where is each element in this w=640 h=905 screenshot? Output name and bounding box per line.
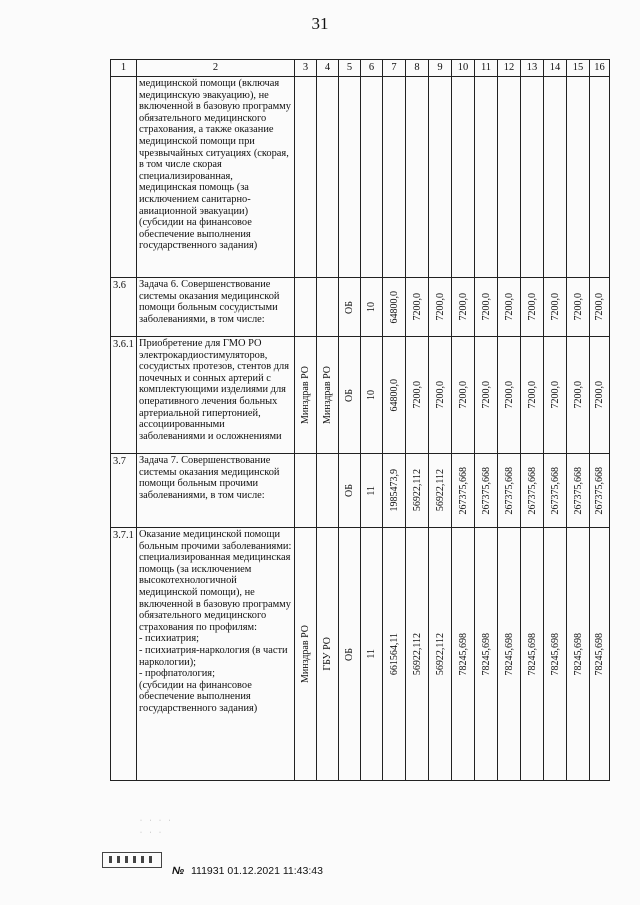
row-description: Задача 7. Совершенствование системы оказания медицинской помощи больным прочими заболеваниями, в том числе: [137, 454, 295, 528]
budget-source-cell [339, 278, 361, 337]
responsible-cell [295, 77, 317, 278]
value-cell [567, 454, 590, 528]
column-header: 6 [361, 60, 383, 77]
code-cell-text: 10 [366, 302, 377, 312]
value-cell [590, 337, 610, 454]
value-cell-text: 78245,698 [594, 632, 605, 676]
value-cell-text: 56922,112 [411, 469, 423, 512]
column-header: 4 [317, 60, 339, 77]
value-cell [406, 528, 429, 781]
value-cell-text: 7200,0 [457, 381, 469, 409]
value-cell-text: 7200,0 [434, 381, 446, 409]
value-cell-text: 78245,698 [572, 632, 584, 676]
column-header: 12 [498, 60, 521, 77]
value-cell [544, 77, 567, 278]
value-cell [383, 454, 406, 528]
value-cell-text: 267375,668 [594, 466, 605, 515]
column-header: 15 [567, 60, 590, 77]
value-cell [406, 337, 429, 454]
table-row [111, 528, 610, 781]
value-cell [521, 528, 544, 781]
value-cell-text: 267375,668 [480, 466, 492, 515]
responsible-cell [295, 528, 317, 781]
value-cell [498, 337, 521, 454]
responsible-cell [295, 337, 317, 454]
column-header: 2 [137, 60, 295, 77]
row-number: 3.6.1 [111, 337, 137, 454]
column-header: 13 [521, 60, 544, 77]
value-cell-text: 56922,112 [434, 632, 446, 676]
value-cell [521, 454, 544, 528]
value-cell [544, 528, 567, 781]
column-header: 5 [339, 60, 361, 77]
code-cell-text: 11 [366, 649, 377, 659]
value-cell-text: 56922,112 [434, 469, 446, 512]
value-cell-text: 7200,0 [549, 381, 561, 409]
value-cell [452, 454, 475, 528]
program-table [110, 59, 610, 781]
value-cell-text: 78245,698 [457, 632, 469, 676]
value-cell-text: 78245,698 [549, 632, 561, 676]
document-number: 111931 [190, 865, 225, 877]
value-cell [475, 278, 498, 337]
value-cell [429, 454, 452, 528]
value-cell [475, 337, 498, 454]
value-cell-text: 7200,0 [572, 293, 584, 321]
value-cell-text: 7200,0 [480, 381, 492, 409]
value-cell-text: 7200,0 [526, 381, 538, 409]
executor-cell [317, 454, 339, 528]
responsible-cell [295, 454, 317, 528]
budget-source-cell [339, 454, 361, 528]
code-cell [361, 528, 383, 781]
row-number: 3.7.1 [111, 528, 137, 781]
document-datetime: 01.12.2021 11:43:43 [227, 865, 323, 877]
value-cell-text: 7200,0 [411, 381, 423, 409]
value-cell [406, 454, 429, 528]
row-description: Приобретение для ГМО РО электрокардиостимуляторов, сосудистых протезов, стентов для почечных и сонных артерий с комплектующими изделиями для оперативного лечения больных артериальной гипертонией, ассоциированными заболеваниями и осложнениями [137, 337, 295, 454]
value-cell [590, 454, 610, 528]
table-row [111, 77, 610, 278]
table-row [111, 337, 610, 454]
value-cell [544, 278, 567, 337]
executor-cell-text: ГБУ РО [322, 637, 333, 671]
column-header: 3 [295, 60, 317, 77]
value-cell [429, 77, 452, 278]
budget-source-cell [339, 77, 361, 278]
row-description: Задача 6. Совершенствование системы оказания медицинской помощи больным сосудистыми заболеваниями, в том числе: [137, 278, 295, 337]
value-cell [475, 77, 498, 278]
value-cell-text: 267375,668 [457, 466, 469, 515]
value-cell-text: 1985473,9 [388, 469, 400, 512]
value-cell-text: 7200,0 [594, 381, 605, 409]
value-cell-text: 64800,0 [388, 290, 400, 324]
budget-source-cell-text: ОБ [344, 484, 355, 497]
row-description: медицинской помощи (включая медицинскую эвакуацию), не включенной в базовую программу обязательного медицинского страхования, а также оказание медицинской помощи при чрезвычайных ситуациях (скорая, в том числе скорая специализированная, медицинская помощь (за исключением санитарно-авиационной эвакуации) (субсидии на финансовое обеспечение выполнения государственного задания) [137, 77, 295, 278]
row-number: 3.7 [111, 454, 137, 528]
value-cell-text: 7200,0 [594, 293, 605, 321]
column-header: 9 [429, 60, 452, 77]
executor-cell [317, 337, 339, 454]
code-cell [361, 454, 383, 528]
value-cell [498, 528, 521, 781]
value-cell-text: 7200,0 [503, 381, 515, 409]
value-cell [544, 454, 567, 528]
value-cell-text: 7200,0 [434, 293, 446, 321]
value-cell [406, 278, 429, 337]
value-cell [521, 337, 544, 454]
column-header: 8 [406, 60, 429, 77]
table-row [111, 454, 610, 528]
budget-source-cell-text: ОБ [344, 300, 355, 314]
value-cell [383, 77, 406, 278]
executor-cell-text: Минздрав РО [322, 365, 333, 425]
column-header: 14 [544, 60, 567, 77]
value-cell-text: 7200,0 [549, 293, 561, 321]
value-cell-text: 7200,0 [411, 293, 423, 321]
value-cell [567, 278, 590, 337]
responsible-cell [295, 278, 317, 337]
value-cell-text: 7200,0 [480, 293, 492, 321]
row-description: Оказание медицинской помощи больным прочими заболеваниями: специализированная медицинская помощь (за исключением высокотехнологичной медицинской помощи), не включенной в базовую программу обязательного медицинского страхования по профилям: - психиатрия; - психиатрия-наркология (в части наркологии); - профпатология; (субсидии на финансовое обеспечение выполнения государственного задания) [137, 528, 295, 781]
value-cell [452, 77, 475, 278]
page-number: 31 [311, 14, 329, 33]
value-cell-text: 56922,112 [411, 632, 423, 676]
executor-cell [317, 278, 339, 337]
document-mark: № [172, 865, 185, 877]
value-cell [429, 528, 452, 781]
responsible-cell-text: Минздрав РО [300, 365, 311, 425]
header-row [111, 60, 610, 77]
column-header: 16 [590, 60, 610, 77]
value-cell [590, 528, 610, 781]
value-cell-text: 267375,668 [503, 466, 515, 515]
row-number [111, 77, 137, 278]
executor-cell [317, 528, 339, 781]
value-cell [567, 337, 590, 454]
column-header: 11 [475, 60, 498, 77]
value-cell [383, 278, 406, 337]
value-cell [521, 278, 544, 337]
value-cell [452, 278, 475, 337]
code-cell [361, 337, 383, 454]
table-row [111, 278, 610, 337]
budget-source-cell-text: ОБ [344, 647, 355, 661]
value-cell-text: 7200,0 [572, 381, 584, 409]
value-cell [452, 528, 475, 781]
value-cell-text: 7200,0 [503, 293, 515, 321]
value-cell [567, 77, 590, 278]
value-cell-text: 267375,668 [549, 466, 561, 515]
budget-source-cell [339, 337, 361, 454]
code-cell [361, 77, 383, 278]
responsible-cell-text: Минздрав РО [300, 624, 311, 684]
value-cell-text: 78245,698 [503, 632, 515, 676]
value-cell [590, 77, 610, 278]
value-cell [544, 337, 567, 454]
executor-cell [317, 77, 339, 278]
value-cell [498, 77, 521, 278]
value-cell [498, 278, 521, 337]
value-cell-text: 78245,698 [526, 632, 538, 676]
budget-source-cell [339, 528, 361, 781]
value-cell [383, 337, 406, 454]
value-cell-text: 7200,0 [457, 293, 469, 321]
value-cell [429, 278, 452, 337]
document-footer [172, 865, 323, 877]
scan-noise: · · · [140, 830, 164, 836]
code-cell-text: 10 [366, 390, 377, 400]
value-cell-text: 78245,698 [480, 632, 492, 676]
value-cell [567, 528, 590, 781]
column-header: 10 [452, 60, 475, 77]
value-cell-text: 267375,668 [572, 466, 584, 515]
row-number: 3.6 [111, 278, 137, 337]
value-cell [475, 454, 498, 528]
scan-noise: · · · · [140, 818, 174, 824]
value-cell [429, 337, 452, 454]
value-cell [406, 77, 429, 278]
value-cell [475, 528, 498, 781]
code-cell [361, 278, 383, 337]
column-header: 7 [383, 60, 406, 77]
column-header: 1 [111, 60, 137, 77]
value-cell-text: 7200,0 [526, 293, 538, 321]
value-cell [383, 528, 406, 781]
value-cell-text: 267375,668 [526, 466, 538, 515]
value-cell [498, 454, 521, 528]
budget-source-cell-text: ОБ [344, 388, 355, 402]
value-cell [521, 77, 544, 278]
value-cell-text: 64800,0 [388, 378, 400, 412]
value-cell-text: 661564,11 [388, 632, 400, 676]
code-cell-text: 11 [366, 485, 377, 496]
value-cell [452, 337, 475, 454]
stamp-mark [102, 852, 162, 868]
value-cell [590, 278, 610, 337]
